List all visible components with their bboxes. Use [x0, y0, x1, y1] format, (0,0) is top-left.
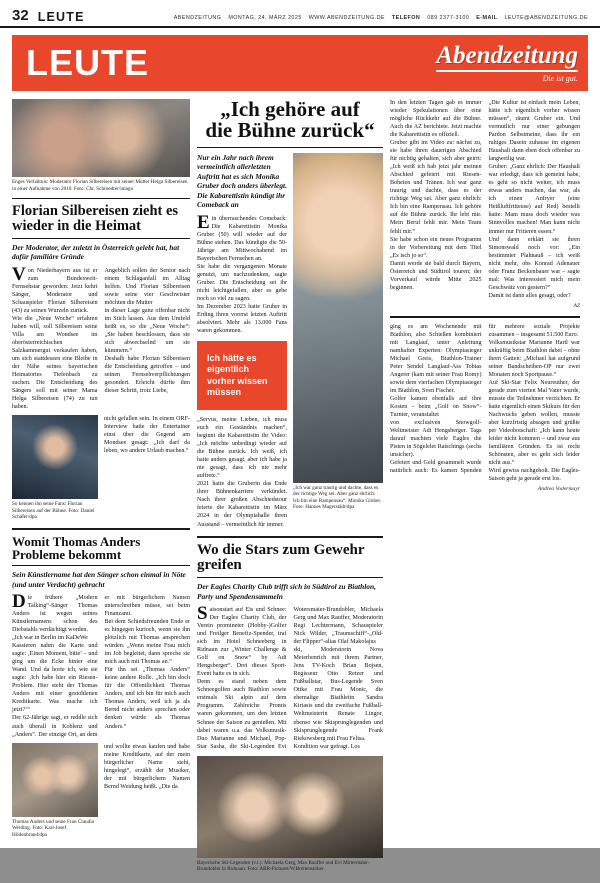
- body-gewehr: [197, 603, 383, 751]
- paragraph: Gruber: „Ganz ehrlich: Der Haushalt war erledigt, dass ich gemeint habe, es geht so nicht weiter, ich muss etwas anders machen, das war, als ich einen Anfryer (eine Heißluftfritteuse) auf Red) bestellt hatte: Mam muss doch wieder was Sinnvolles machen! Man kann nicht immer nur Fritieren essen.“: [488, 164, 580, 235]
- divider: [197, 147, 383, 148]
- paragraph: Gefeiert und Geld gesammelt wurde natürlich auch: Es kamen Spenden für mehrere soziale Projekte zusammen – insgesamt 51.500 Euro.: [390, 323, 580, 475]
- photo-ski-legends: [197, 756, 383, 858]
- header-web: WWW.ABENDZEITUNG.DE: [308, 14, 385, 21]
- paragraph: „Servus, meine Lieben, ich muss euch ein Geständnis machen“, beginnt die Kabarettistin ihr Video: „Ich möchte unbedingt wieder auf die Bühne zurück. Ich weiß, ich hatte anders gesagt, aber ich habe ja nie gesagt, dass ich nie mehr auftrete.“: [197, 417, 287, 480]
- photo-florian-mother: [12, 99, 190, 177]
- kicker-main: Nur ein Jahr nach ihrem vermeintlich allerletzten Auftritt hat es sich Monika Gruber doch anders überlegt. Die Kabarettistin kündigt ihr Comeback an: [197, 152, 287, 210]
- paragraph: Sie habe die vergangenen Monate genutzt, um nachzudenken, sagte Gruber. Die Entscheidung sei ihr nicht leichtgefallen, aber es gebe noch so viel zu sagen.: [197, 263, 287, 302]
- divider: [12, 198, 190, 199]
- paragraph: Golfer kamen ebenfalls auf ihre Kosten – beim „Golf on Snow“-Turnier, veranstaltet: [390, 396, 482, 419]
- paragraph: Auf Ski-Star Felix Neureuther, der gerade zum vierten Mal Vater wurde, musste die Teilnehmer verzichten. Er hatte eigentlich einen Skikurs für den Nachwuchs geben wollen, musste aber kurzfristig absagen und grüßte per Videobotschaft: „Ich kann heute leider nicht kommen – und zwar aus familiären Gründen. Es ist recht Schönsten, aber es geht sich leider nicht aus.“: [488, 380, 580, 467]
- paragraph: Angeblich sollen der Senior nach einem Schlaganfall im Alltag helfen. Und Florian Silbereisen sowie seine vier Geschwister möchten die Mutter: [104, 267, 190, 306]
- photo-credit: Foto: Hannes Magerstädt/dpa: [293, 504, 355, 511]
- kicker-gewehr: Der Eagles Charity Club trifft sich in Südtirol zu Biathlon, Party und Spendensammeln: [197, 582, 376, 601]
- paragraph: Und dann erklärt sie ihren Simonswald noch vor: „Ein bestimmter Plahnauß – ich weiß nicht mehr, obs Konrad Adenauer oder Franz Beckenbauer war – sagte mal: Was interessiert mich mein Geschwätz von gestern?“: [488, 236, 580, 291]
- caption-florian-stage: [12, 501, 98, 521]
- photo-credit: Foto: ABR-Pictures/W.Breitenstoher: [247, 866, 324, 873]
- paragraph: Bei dem Schiedsfreunden Ende er es hingegen kurioch, wenn sie ihn plötzlich mit Thomas ansprechen würden. „Wenn meine Frau mich im Job begleitet, dann spreche sie mich auch mit Thomas an.“: [104, 619, 190, 666]
- masthead-logo-text: Abendzeitung: [436, 42, 578, 69]
- masthead-banner: [12, 35, 588, 91]
- paragraph: Der 62-Jährige sagt, er reddle sich auch überall in Koblenz und „Anders“. Der einzige Ort, an dem er mit bürgerlichem Namen unterschreiben müsse, sei beim Finanzamt.: [12, 595, 190, 738]
- divider: [390, 316, 580, 318]
- main-story-top: [197, 153, 383, 529]
- header-date: MONTAG, 24. MÄRZ 2025: [228, 14, 302, 21]
- paragraph: Deshalb habe Florian Silbereisen die Entscheidung getroffen – und seinen Fernsehverpflichtungen gesondert. Erleicht dürfte ihm dieser Schritt, trotz Liebe,: [104, 355, 190, 394]
- divider: [197, 577, 383, 578]
- paragraph: „Ich war in Berlin im KaDeWe: [12, 635, 88, 642]
- page-number: 32: [12, 7, 29, 24]
- caption-text: „Ich war ganz traurig und dachte, dass es der richtige Weg sei. Aber ganz ehrlich: Ich bin eine Rampensau“: Monika Gruber.: [293, 484, 382, 504]
- florian-stage-block: [12, 415, 190, 521]
- divider: [197, 536, 383, 538]
- photo-monika-gruber: [293, 153, 383, 483]
- caption-text: Thomas Anders und seine Frau Claudia Werding.: [12, 818, 94, 832]
- headline-florian: Florian Silbereisen zieht es wieder in die Heimat: [12, 203, 179, 234]
- header-paper: ABENDZEITUNG: [173, 14, 222, 21]
- masthead-section-title: LEUTE: [26, 42, 150, 83]
- caption-ski-legends: [197, 860, 383, 873]
- paragraph: Kondition war gefragt. Los: [293, 743, 360, 750]
- page-content: [0, 91, 600, 883]
- paragraph: Im Dezember 2023 hatte Gruber in Erding ihren vorerst letzten Auftritt absolviert. Mehr als 13.000 Fans waren gekommen.: [197, 303, 287, 335]
- header-phone-label: TELEFON: [391, 14, 421, 21]
- paragraph: Wie die „Neue Woche“ erfahren haben will, soll Silbereisen seine Villa am Wondsee im oberösterreichischen Salzkammergut verkaufen haben, um sich stattdessen eine Bleibe in der Nähe seines bayerischen Heimatortes Tiefenbach zu suchen. Die Entscheidung des Sängers soll mit seiner Mama Helga Silbereisen (74) zu tun haben.: [12, 315, 98, 411]
- caption-florian-mother: [12, 179, 190, 192]
- paragraph: Denn es stand neben dem Schneegolfen auch Biathlon sowie erstmals Ski alpin auf dem Programm. Zahlreiche Promis waren gekommen, um den letzten Schnee der Saison zu genießen. Mit dabei waren u.a. das Volksmusik-Duo Marianne und Michael, Pop-Star Sasha, die Ski-Legenden Evi Wotersmaier-Brundobler, Michaela Gerg und Max Rauffer, Moderatorin Regi Lechtermann, Schauspieler Nick Wilder, „Traumschiff“-„Old-der Flipper“-alias Olaf Makolajus: [197, 607, 383, 750]
- divider: [12, 238, 190, 239]
- header-phone: 089 2377-3100: [427, 14, 470, 21]
- section-label: LEUTE: [37, 9, 85, 24]
- paragraph: Damit werde sie bald durch Bayern, Österreich und Südtirol touren; der Vorverkauf würde Mitte 2025 beginnen.: [390, 260, 482, 291]
- page-header: [0, 0, 600, 28]
- paragraph: Die frühere „Modern Talking“-Sänger Thomas Anders ist wegen seines Künstlernamens schon des Diebstahls verdächtigt worden.: [12, 591, 98, 634]
- byline-main: AZ: [573, 302, 580, 309]
- caption-monika-gruber: [293, 485, 383, 511]
- paragraph: Damit ist dann alles gesagt, oder?: [488, 292, 571, 299]
- masthead-logo-rule: [436, 70, 578, 72]
- photo-credit: Foto: Daniel Schäfer/dpa: [12, 507, 95, 521]
- column-left: [12, 99, 190, 873]
- pull-quote: Ich hätte es eigentlich vorher wissen müssen: [197, 341, 287, 410]
- divider: [12, 528, 190, 530]
- headline-gewehr: Wo die Stars zum Gewehr greifen: [197, 541, 365, 573]
- column-middle: [197, 99, 383, 873]
- caption-anders-couple: [12, 819, 98, 839]
- paragraph: nicht gefallen sein. In einem ORF-Interview hatte der Entertainer einst über die Gegend am Mondsee gesagt: „Ich darf da leben, wo andere Urlaub machen.“: [104, 416, 190, 455]
- paragraph: in dieser Lage ganz offenbar nicht im Stich lassen. Aus dem Umfeld heißt es, so die „Neue Woche“: „Sie haben beschlossen, dass sie sich abwechselnd um sie kümmern.“: [104, 307, 190, 354]
- paragraph: Für ihn sei „Thomas Anders“ keine andere Rolle. „Ich bin doch für die Offentlichkeit Thomas Anders, und ich bin für mich auch Thomas Anders, weil ich ja als Bernd nicht anders sprechen oder denken würde als Thomas Anders.“: [104, 667, 190, 730]
- caption-text: So kennen ihn seine Fans: Florian Silbereisen auf der Bühne.: [12, 501, 83, 514]
- paragraph: Ein überraschendes Comeback: Die Kabarettistin Monika Gruber (50) will wieder auf der Bühne stehen. Das kündigte die 50-Jährige am Mittwochabend im Bayerischen Fernsehen an.: [197, 211, 287, 262]
- paragraph: In den letzten Tagen gab es immer wieder Spekulationen über eine mögliche Rückkehr auf die Bühne. Auch die AZ berichtete. Jetzt machte die Kabarettistin es offiziell.: [390, 100, 482, 139]
- paragraph: „Die Kultur ist einfach mein Leben, hätte ich eigentlich vorher wissen müssen“, räumt Gruber ein. Und vermutlich nur einer gebungen Pardon Selbstmeine, dass ihr ein ruhiges Dasein zuhause im eigenen Haushalt dann eben doch offenbar zu langweilig war.: [488, 100, 580, 163]
- body-florian: [12, 263, 190, 412]
- masthead-slogan: Die ist gut.: [542, 74, 578, 83]
- kicker-anders: Sein Künstlername hat den Sänger schon einmal in Nöte (und unter Verdacht) gebracht: [12, 570, 186, 589]
- body-gewehr-right: [390, 323, 580, 484]
- paragraph: ging es am Wochenende mit Biathlon, also Schießen kombiniert mit Langlauf, unter Anleitung namhafter Experten: Olympiasieger Michael Greis, Biathlon-Trainer Peter Sendel Langlauf-Ass Tobias Angerer (kam mit seiner Frau Romy) sowie dem vierfachen Olympiasieger im Biathlon, Sven Fischer.: [390, 323, 482, 395]
- body-main-right: [390, 99, 580, 300]
- divider: [12, 565, 190, 566]
- paragraph: Sie habe schon ein neues Programm in der Vorbereitung mit dem Titel „Es isch jo so“.: [390, 236, 482, 259]
- main-headline-line2: die Bühne zurück“: [205, 118, 375, 143]
- header-email: LEUTE@ABENDZEITUNG.DE: [504, 14, 588, 21]
- main-headline-line1: „Ich gehöre auf: [220, 97, 360, 121]
- paragraph: Kassieren nahm die Karte und sagte: ‚Einen Moment, bitte‘ – und ging um die Ecke hinter eine Wand. Und da horte ich, wie sie sagte: ‚Ich habe hier ein Riesen-Problem. Hier steht der Thomas Anders mit einer gestohlenen Kreditkarte. Was mache ich jetzt?‘“: [12, 643, 98, 714]
- kicker-florian: Der Moderator, der zuletzt in Österreich gelebt hat, hat dafür familiäre Gründe: [12, 242, 180, 262]
- header-meta: [169, 16, 588, 23]
- column-right: [390, 99, 580, 873]
- photo-credit: Foto: Karl-Josef Hildenbrand/dpa: [12, 825, 67, 838]
- caption-text: Bayerische Ski-Legenden (v.l.): Michaela Gerg, Max Rauffer und Evi Mittermaier-Brundobler in Ridnaun.: [197, 859, 370, 873]
- paragraph: Von Niederbayern aus ist er zum Bundesweit-Fernsehstar geworden: Jetzt kehrt Sänger, Moderator und Schauspieler Florian Silbereisen (43) zu seinen Wurzeln zurück.: [12, 263, 98, 314]
- paragraph: Wird gewiss nachgeholt. Die Eagles-Saison geht ja gerade erst los.: [488, 468, 580, 483]
- photo-credit: Foto: Chr. Schroedter/imago: [73, 185, 134, 192]
- paragraph: von exclusiven Snowgolf-Weltmeister Adi Hengsberger. Tags darauf machten viele Eagles die Pisten in Sögelelet Ratschings (sechs unsicher).: [390, 420, 482, 459]
- caption-text: Enges Verhältnis: Moderator Florian Silbereisen mit seiner Mutter Helga Silbereisen in einer Aufnahme von 2010.: [12, 179, 188, 192]
- masthead-logo: [436, 43, 578, 83]
- photo-florian-stage: [12, 415, 98, 499]
- paragraph: Saisonstart auf Eis und Schnee: Der Eagles Charity Club, der Verein promineter (Hobby-)Golfer und Freilger Benefiz-Spender, traf sich im Hotel Schneeberg in Ridnaun zur „Winter Challenge & Golf on Snow“ by Adi Hengsberger“. Drei dieses Sport-Event hatte es in sich.: [197, 603, 287, 678]
- photo-anders-couple: [12, 743, 98, 817]
- paragraph: und wollte etwas kaufen und habe meine Kreditkarte, auf der mein bürgerlicher Name steht, hingelegt“, erzählt der Musiker, der mit bürgerlichem Namen Bernd Weidung heißt. „Die da: [104, 743, 190, 790]
- paragraph: Volksmusikstar Marianne Hartl war unkräftig beim Biathlon dabei – ohne ihren Gatten: „Michael hat aufgrund seiner Bandscheiben-OP nur zwei Monaten noch Sportpause.“: [488, 339, 580, 378]
- byline-gewehr: Andrea Vodermayr: [537, 486, 580, 493]
- paragraph: Gruber gibt im Video zu: nächst zu, sie habe ihren dauerigen Abschied für nichtig gehalten, sich aber geirrt: „Ich weiß ich hab jetzt jahr meinen Abschied gefeiert mit Riesen-Boheien und Tränen. Ich war ganz traurig und dachte, dass es der richtige Weg sei. Aber ganz ehrlich: Ich bin eine Rampensau. Ich gehöre auf die Bühne zurück. Ihr lebt mir. Mein Beruf fehlt mir. Mein Team fehlt mir.“: [390, 140, 482, 235]
- header-email-label: E-MAIL: [476, 14, 498, 21]
- headline-anders: Womit Thomas Anders Probleme bekommt: [12, 533, 141, 562]
- body-anders: [12, 591, 190, 739]
- paragraph: ski, Moderatorin Nova Meierhenrich mit ihrem Partner, Jens TV-Koch Brian Bojsen, Regisseur Otto Retzer und Fußballstar, Bus-Legende Sven Ottke mit Frau Monic, die ehemalige Biathletin Sandra Kiriasis und die zweifache Fußball-Weltmeisterin Renate Lingor, ebenso wie Skisprunglegenden und Skisprunglegende Frank Riekowsberg mit Frau Felisa.: [293, 647, 383, 742]
- anders-photo-block: [12, 743, 190, 839]
- paragraph: 2021 hatte die Gruberin das Ende ihrer Bühnenkarriere verkündet. Nach ihrer großen Abschiedstour feierte die Kabarettistin im März 2024 in der Olympiahalle ihren Ausstand – vermeintlich für immer.: [197, 481, 287, 528]
